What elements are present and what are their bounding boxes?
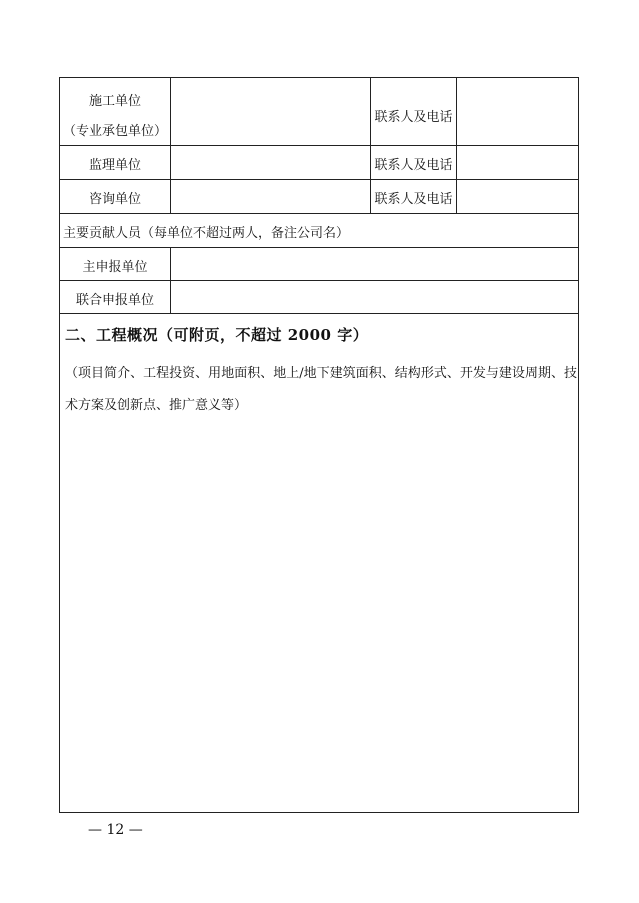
section-title-project-overview: 二、工程概况（可附页，不超过 2000 字）	[65, 326, 369, 344]
consulting-unit-label: 咨询单位	[88, 192, 141, 207]
supervision-unit-field[interactable]	[171, 146, 370, 179]
construction-unit-field[interactable]	[171, 78, 370, 145]
construction-unit-sublabel: （专业承包单位）	[62, 124, 167, 139]
project-overview-field[interactable]	[60, 426, 578, 812]
supervision-contact-label: 联系人及电话	[374, 158, 453, 173]
contributors-label: 主要贡献人员（每单位不超过两人，备注公司名）	[63, 226, 350, 241]
main-applicant-label: 主申报单位	[82, 260, 148, 275]
supervision-unit-label: 监理单位	[88, 158, 141, 173]
construction-unit-label: 施工单位	[88, 94, 141, 109]
row-divider	[60, 313, 578, 314]
project-form-table	[59, 77, 579, 813]
page-number: — 12 —	[88, 822, 143, 838]
row-divider	[60, 213, 578, 214]
section-description: （项目简介、工程投资、用地面积、地上/地下建筑面积、结构形式、开发与建设周期、技术方案及创新点、推广意义等）	[65, 366, 577, 413]
consulting-contact-label: 联系人及电话	[374, 192, 453, 207]
consulting-contact-field[interactable]	[457, 180, 578, 213]
construction-contact-field[interactable]	[457, 78, 578, 145]
joint-applicant-field[interactable]	[171, 281, 578, 313]
joint-applicant-label: 联合申报单位	[75, 293, 154, 308]
construction-contact-label: 联系人及电话	[374, 110, 453, 125]
main-applicant-field[interactable]	[171, 248, 578, 280]
supervision-contact-field[interactable]	[457, 146, 578, 179]
consulting-unit-field[interactable]	[171, 180, 370, 213]
